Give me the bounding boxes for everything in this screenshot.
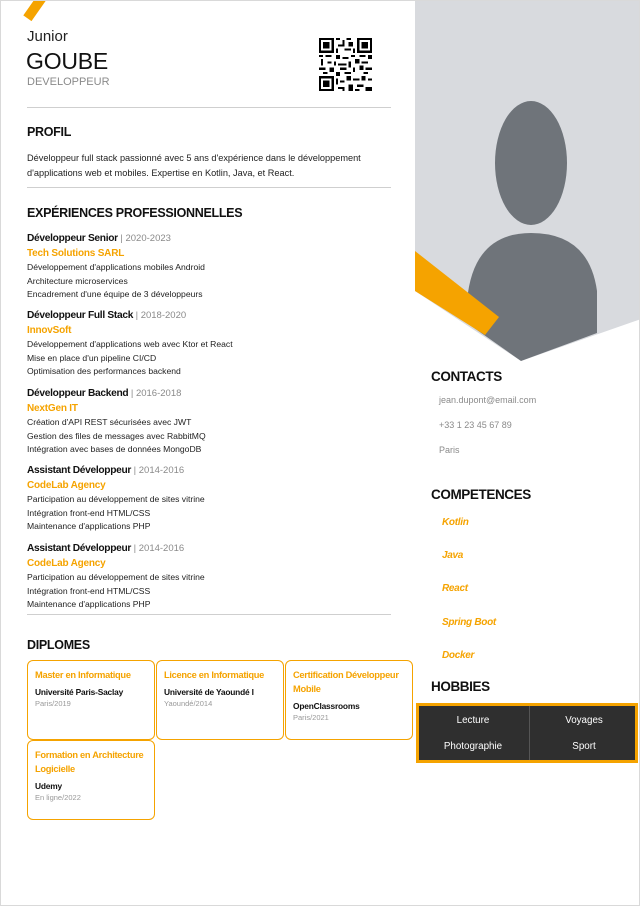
diploma-title: Master en Informatique xyxy=(35,670,131,680)
qr-code-icon[interactable] xyxy=(319,38,372,91)
experience-item xyxy=(27,387,393,457)
experience-detail: Intégration avec bases de données MongoDB xyxy=(27,444,202,455)
hobby-item: Voyages xyxy=(565,715,603,726)
experience-years: | 2018-2020 xyxy=(135,310,187,321)
hobby-item: Photographie xyxy=(443,741,503,752)
experience-detail: Maintenance d'applications PHP xyxy=(27,599,151,610)
experience-detail: Intégration front-end HTML/CSS xyxy=(27,507,151,518)
hobbies-title: HOBBIES xyxy=(431,679,490,694)
diploma-title: Certification Développeur Mobile xyxy=(293,670,399,694)
diploma-place: Paris/2021 xyxy=(293,713,329,722)
experience-detail: Participation au développement de sites vitrine xyxy=(27,494,205,504)
skills-title: COMPETENCES xyxy=(431,487,531,502)
experience-role xyxy=(27,387,393,401)
role-text: Développeur Full Stack xyxy=(27,310,134,321)
experience-item xyxy=(27,542,393,612)
divider xyxy=(27,614,391,615)
profile-text: Développeur full stack passionné avec 5 ans d'expérience dans le développement d'applications web et mobiles. Expertise en Kotlin, Java, et React. xyxy=(27,153,361,178)
experience-company: CodeLab Agency xyxy=(27,480,106,491)
experience-detail: Encadrement d'une équipe de 3 développeurs xyxy=(27,289,203,300)
experience-role xyxy=(27,232,393,246)
experience-years: | 2016-2018 xyxy=(130,388,182,399)
diploma-place: En ligne/2022 xyxy=(35,793,81,802)
diploma-title: Formation en Architecture Logicielle xyxy=(35,750,144,774)
contact-email[interactable]: jean.dupont@email.com xyxy=(439,395,537,405)
job-title: DEVELOPPEUR xyxy=(27,76,110,88)
role-text: Assistant Développeur xyxy=(27,465,132,476)
contact-phone[interactable]: +33 1 23 45 67 89 xyxy=(439,420,512,430)
profile-title: PROFIL xyxy=(27,125,72,139)
experience-detail: Création d'API REST sécurisées avec JWT xyxy=(27,417,192,427)
diploma-place: Paris/2019 xyxy=(35,699,71,708)
experience-item xyxy=(27,232,393,302)
skill-item: Kotlin xyxy=(442,517,469,528)
experience-detail: Développement d'applications mobiles Android xyxy=(27,262,205,272)
experience-years: | 2020-2023 xyxy=(120,233,171,244)
experience-role xyxy=(27,542,393,556)
diploma-school: Université Paris-Saclay xyxy=(35,687,124,697)
diploma-place: Yaoundé/2014 xyxy=(164,699,213,708)
diploma-school: OpenClassrooms xyxy=(293,701,360,711)
experience-role xyxy=(27,464,393,478)
role-text: Assistant Développeur xyxy=(27,543,132,554)
divider xyxy=(27,107,391,108)
diploma-card xyxy=(27,660,155,740)
experience-detail: Optimisation des performances backend xyxy=(27,366,181,377)
diploma-school: Université de Yaoundé I xyxy=(164,687,254,697)
first-name: Junior xyxy=(27,28,68,45)
diplomas-title: DIPLOMES xyxy=(27,638,90,652)
skill-item: React xyxy=(442,583,468,594)
experience-detail: Développement d'applications web avec Ktor et React xyxy=(27,339,233,349)
experience-company: Tech Solutions SARL xyxy=(27,248,125,259)
diploma-card xyxy=(285,660,413,740)
skill-item: Java xyxy=(442,550,464,561)
contact-city: Paris xyxy=(439,445,460,455)
experience-company: NextGen IT xyxy=(27,403,78,414)
hobby-item: Lecture xyxy=(456,715,490,726)
experience-detail: Gestion des files de messages avec RabbitMQ xyxy=(27,430,206,441)
experience-company: CodeLab Agency xyxy=(27,558,106,569)
avatar-placeholder-icon xyxy=(415,1,640,373)
role-text: Développeur Senior xyxy=(27,233,118,244)
diploma-title: Licence en Informatique xyxy=(164,670,265,680)
experience-detail: Architecture microservices xyxy=(27,275,128,286)
experience-item xyxy=(27,464,393,534)
experience-company: InnovSoft xyxy=(27,325,72,336)
diploma-card xyxy=(156,660,284,740)
diploma-card xyxy=(27,740,155,820)
experience-role xyxy=(27,309,393,323)
experience-years: | 2014-2016 xyxy=(133,465,185,476)
accent-corner-bar xyxy=(23,0,48,21)
diploma-school: Udemy xyxy=(35,781,62,791)
divider xyxy=(27,187,391,188)
role-text: Développeur Backend xyxy=(27,388,129,399)
experience-detail: Intégration front-end HTML/CSS xyxy=(27,585,151,596)
experience-title: EXPÉRIENCES PROFESSIONNELLES xyxy=(27,206,243,220)
hobbies-box xyxy=(416,703,638,763)
experience-detail: Participation au développement de sites vitrine xyxy=(27,572,205,582)
last-name: GOUBE xyxy=(26,48,109,74)
contacts-title: CONTACTS xyxy=(431,369,502,384)
experience-item xyxy=(27,309,393,379)
hobby-item: Sport xyxy=(572,741,596,752)
skill-item: Spring Boot xyxy=(442,617,496,628)
experience-detail: Maintenance d'applications PHP xyxy=(27,521,151,532)
skill-item: Docker xyxy=(442,650,475,661)
experience-years: | 2014-2016 xyxy=(133,543,185,554)
experience-detail: Mise en place d'un pipeline CI/CD xyxy=(27,352,157,363)
